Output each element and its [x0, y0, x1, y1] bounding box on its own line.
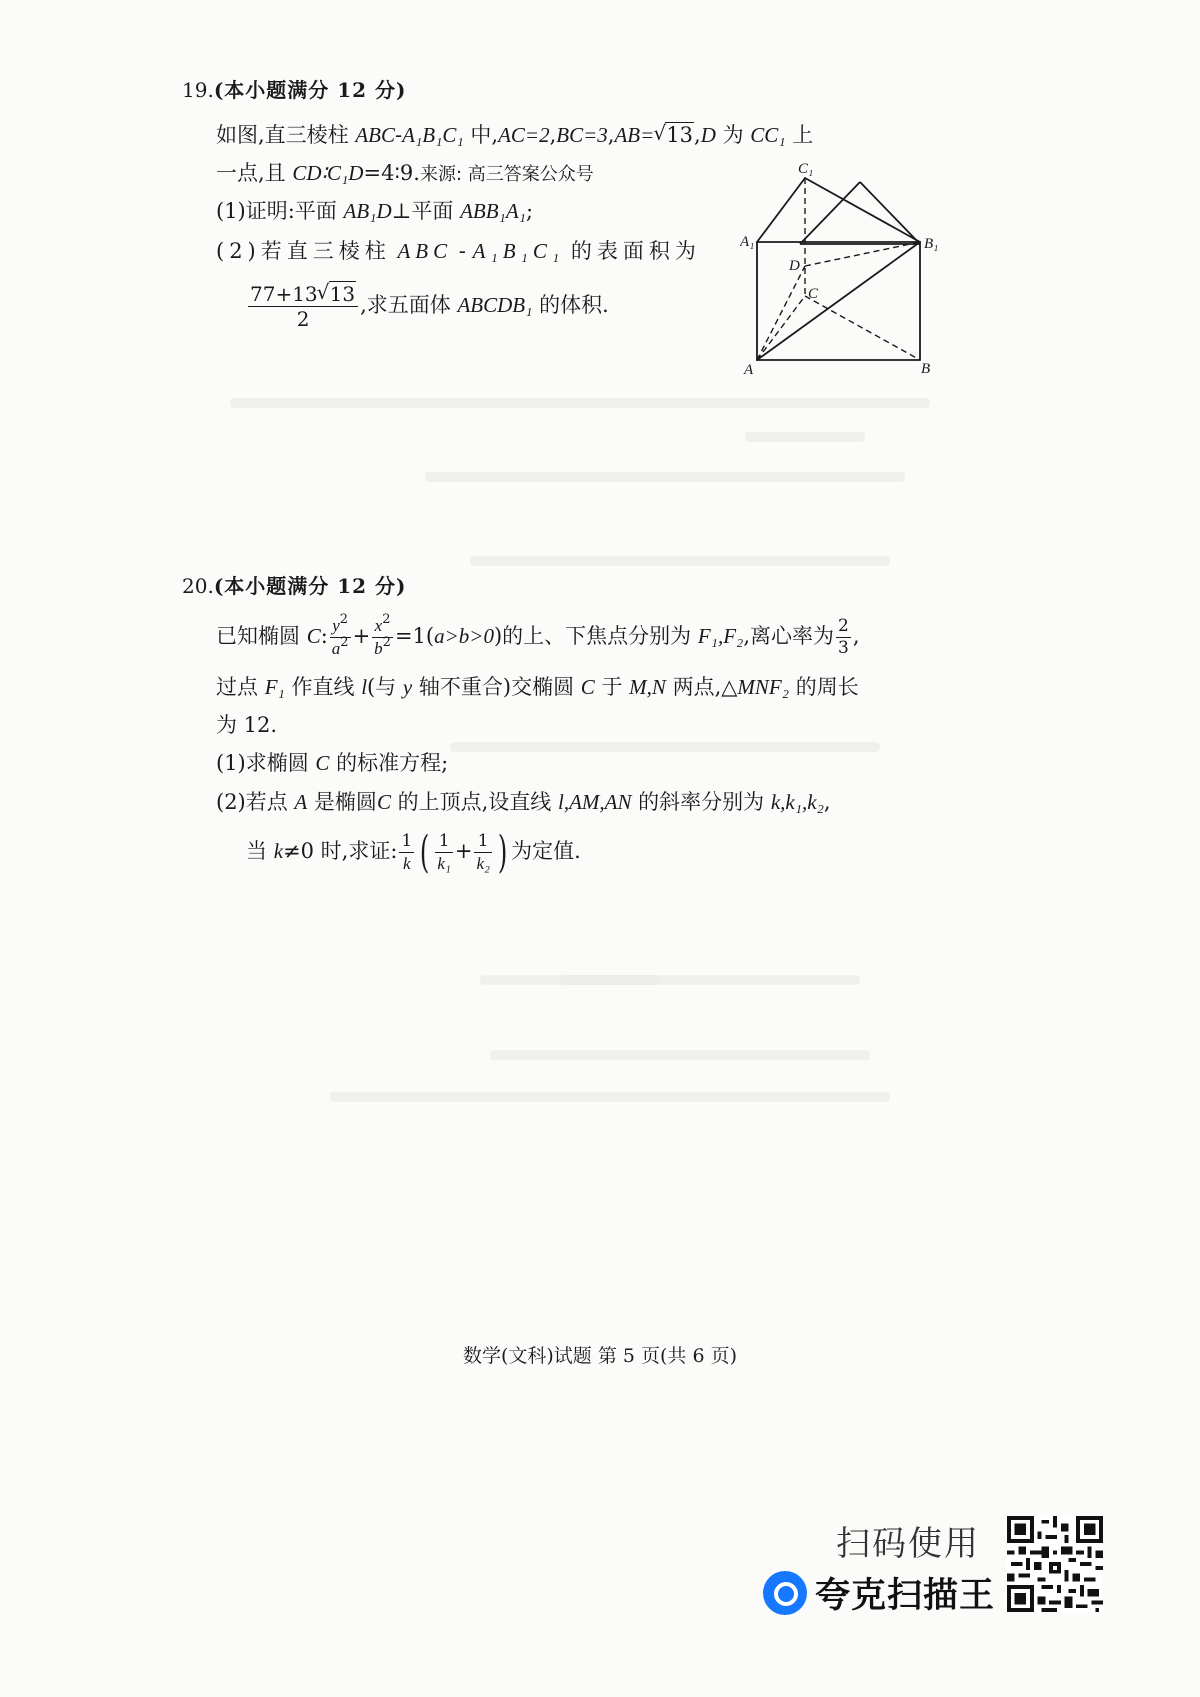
q19-part-2: (2)若直三棱柱 ABC - A₁B₁C₁ 的表面积为 [216, 239, 701, 263]
brand-row [763, 1569, 995, 1617]
edge-cb-hidden [805, 296, 920, 360]
label-c1: C₁ [798, 161, 814, 177]
qr-code-icon[interactable] [1007, 1516, 1103, 1612]
bleed-through [490, 1050, 870, 1060]
bleed-through [745, 432, 865, 442]
brand-name: 夸克扫描王 [815, 1576, 996, 1616]
label-a: A [744, 362, 754, 378]
bleed-through [470, 556, 890, 566]
q19-part-1: (1)证明:平面 AB₁D⊥平面 ABB₁A₁; [216, 199, 534, 223]
q20-part-2: (2)若点 A 是椭圆C 的上顶点,设直线 l,AM,AN 的斜率分别为 k,k₁,k₂, [216, 790, 831, 814]
bleed-through [230, 398, 930, 408]
q19-line-2: 一点,且 CD∶C₁D=4∶9.来源: 高三答案公众号 [216, 161, 594, 185]
bleed-through [425, 472, 905, 482]
bleed-through [450, 742, 880, 752]
q20-part-2-cont: 当 k≠0 时,求证: $\frac{1}{k}$ ( $\frac{1}{\text{k₁}}$ + $\frac{1}{\text{k₂}}$ ) 为定值. [246, 826, 581, 878]
q20-heading: 20.(本小题满分 12 分) [182, 574, 407, 598]
q20-line-1: 已知椭圆 C: $\frac{y^2}{a^2}$ + $\frac{x^2}{b^2}$ =1(a>b>0)的上、下焦点分别为 F₁,F₂,离心率为 $\frac{2}{3}$ , [216, 612, 860, 658]
page-footer: 数学(文科)试题 第 5 页(共 6 页) [462, 1345, 738, 1367]
q19-line-1: 如图,直三棱柱 ABC-A₁B₁C₁ 中,AC=2,BC=3,AB=√ 13,D 为 CC₁ 上 [216, 121, 813, 149]
q20-part-1: (1)求椭圆 C 的标准方程; [216, 751, 449, 775]
label-b: B [921, 361, 931, 377]
prism-drawing [740, 160, 950, 380]
bleed-through [330, 1092, 890, 1102]
q20-line-3: 为 12. [216, 713, 278, 737]
edge-ac-hidden [757, 296, 805, 360]
edge-ad-hidden [757, 266, 805, 360]
bleed-through [560, 975, 860, 985]
label-b1: B₁ [924, 236, 939, 252]
scanner-watermark [757, 1516, 1102, 1626]
q19-part-2-cont: $\frac{77+13√ 13}{2}$ ,求五面体 ABCDB₁ 的体积. [246, 280, 609, 330]
label-c: C [808, 286, 819, 302]
edge-a1c1 [757, 178, 805, 242]
q19-heading: 19.(本小题满分 12 分) [182, 78, 407, 102]
edge-c1b1 [805, 178, 920, 242]
surface-area-fraction: $\frac{77+13√ 13}{2}$ [248, 284, 358, 329]
label-a1: A₁ [740, 234, 755, 250]
q20-line-2: 过点 F₁ 作直线 l(与 y 轴不重合)交椭圆 C 于 M,N 两点,△MNF₂ 的周长 [216, 675, 859, 699]
quark-logo-icon [763, 1571, 807, 1615]
scan-label: 扫码使用 [836, 1524, 980, 1564]
label-d: D [789, 258, 800, 274]
source-note: 来源: 高三答案公众号 [419, 164, 594, 185]
